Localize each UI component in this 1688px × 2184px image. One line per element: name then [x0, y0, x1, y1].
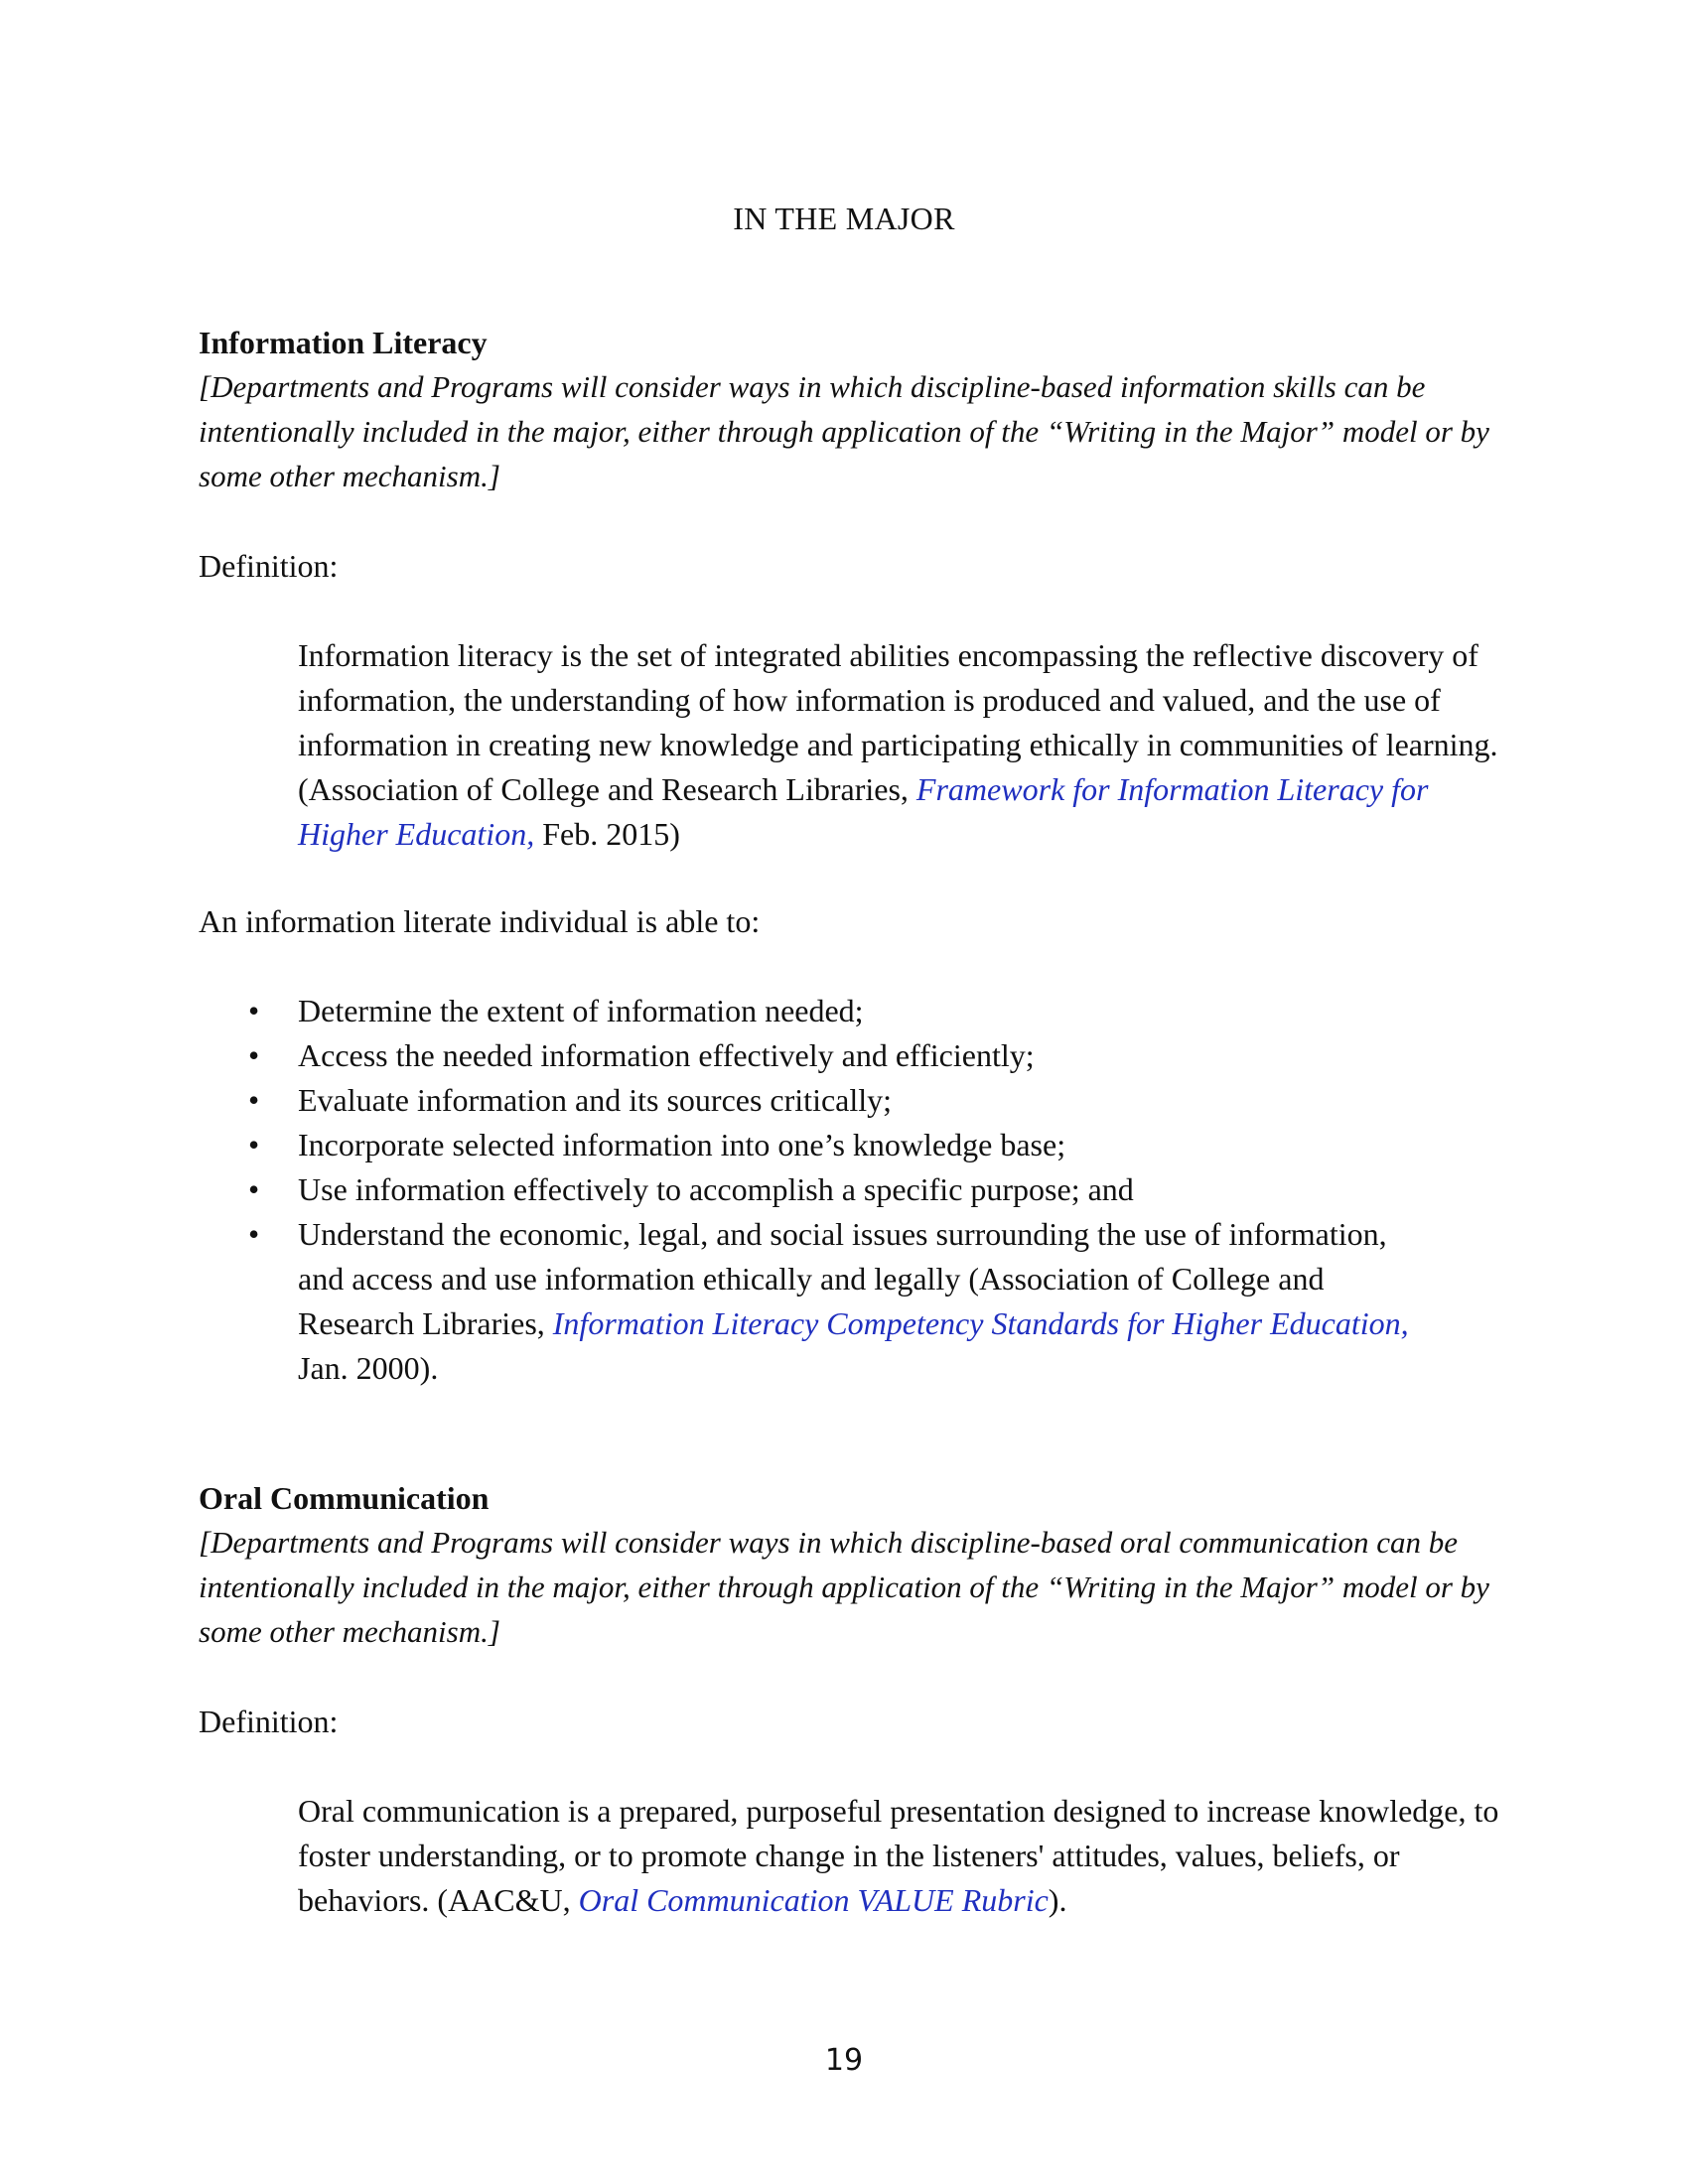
bullet-icon: • — [248, 1082, 260, 1118]
info-literacy-definition-label-wrap — [199, 544, 1489, 589]
list-item — [199, 989, 1499, 1033]
last-item-tail: Jan. 2000). — [298, 1350, 439, 1386]
framework-link[interactable]: Framework for Information Literacy for Higher Education, — [298, 771, 1429, 852]
list-item — [199, 1123, 1499, 1167]
last-item-text: Understand the economic, legal, and social issues surrounding the use of information, and access and use information ethically and legally (Association of College and Research Libraries, — [298, 1216, 1387, 1341]
info-literacy-list — [199, 989, 1499, 1391]
info-literacy-definition — [298, 633, 1499, 857]
bullet-icon: • — [248, 1037, 260, 1073]
list-item — [199, 1033, 1499, 1078]
oral-comm-definition — [298, 1789, 1499, 1923]
oral-comm-heading: Oral Communication — [199, 1480, 490, 1516]
bullet-icon: • — [248, 993, 260, 1028]
competency-standards-link[interactable]: Information Literacy Competency Standards for Higher Education, — [552, 1305, 1409, 1341]
info-literacy-note: [Departments and Programs will consider ways in which discipline-based information skills can be intentionally included in the major, either through application of the “Writing in the Major” model or by some other mechanism.] — [199, 369, 1489, 493]
list-item-text: Incorporate selected information into one’s knowledge base; — [298, 1127, 1066, 1162]
list-item-text: Access the needed information effectively and efficiently; — [298, 1037, 1035, 1073]
list-item-text: Evaluate information and its sources critically; — [298, 1082, 893, 1118]
oral-comm-section — [199, 1476, 1489, 1654]
page-number: 19 — [824, 2043, 864, 2078]
able-to-label-wrap — [199, 899, 1489, 944]
list-item-text: Use information effectively to accomplish a specific purpose; and — [298, 1171, 1134, 1207]
oral-comm-definition-label: Definition: — [199, 1704, 339, 1739]
list-item — [199, 1167, 1499, 1212]
oral-comm-note: [Departments and Programs will consider ways in which discipline-based oral communication can be intentionally included in the major, either through application of the “Writing in the Major” model or by some other mechanism.] — [199, 1525, 1489, 1649]
info-literacy-definition-label: Definition: — [199, 548, 339, 584]
bullet-icon: • — [248, 1216, 260, 1252]
list-item-last — [199, 1212, 1499, 1391]
info-literacy-section — [199, 321, 1489, 498]
value-rubric-link[interactable]: Oral Communication VALUE Rubric — [578, 1882, 1049, 1918]
oral-comm-definition-text: Oral communication is a prepared, purposeful presentation designed to increase knowledge, to foster understanding, or to promote change in the listeners' attitudes, values, beliefs, or behaviors. (AAC&U, — [298, 1793, 1499, 1918]
able-to-label: An information literate individual is able to: — [199, 903, 761, 939]
list-item — [199, 1078, 1499, 1123]
bullet-icon: • — [248, 1127, 260, 1162]
info-literacy-definition-tail: Feb. 2015) — [534, 816, 680, 852]
bullet-icon: • — [248, 1171, 260, 1207]
info-literacy-heading: Information Literacy — [199, 325, 488, 360]
info-literacy-definition-text: Information literacy is the set of integrated abilities encompassing the reflective discovery of information, the understanding of how information is produced and valued, and the use of information in creating new knowledge and participating ethically in communities of learning. (Association of College and Research Libraries, — [298, 637, 1498, 807]
oral-comm-definition-tail: ). — [1048, 1882, 1067, 1918]
page-title: IN THE MAJOR — [733, 201, 955, 236]
oral-comm-definition-label-wrap — [199, 1700, 1489, 1744]
list-item-text: Determine the extent of information needed; — [298, 993, 864, 1028]
